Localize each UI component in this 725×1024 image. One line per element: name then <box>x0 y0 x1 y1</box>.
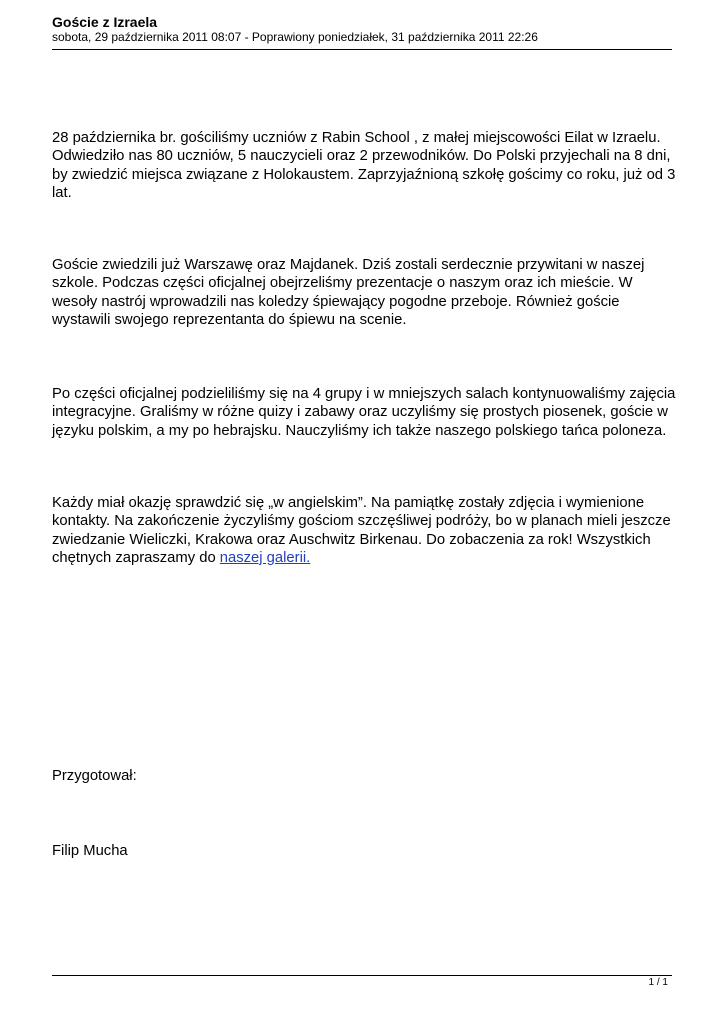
paragraph-closing <box>52 494 677 567</box>
footer-divider <box>52 975 672 976</box>
article-title: Goście z Izraela <box>52 14 158 30</box>
paragraph-closing-text: Każdy miał okazję sprawdzić się „w angielskim”. Na pamiątkę zostały zdjęcia i wymienione kontakty. Na zakończenie życzyliśmy gościom szczęśliwej podróży, bo w planach mieli jeszcze zwiedzanie Wieliczki, Krakowa oraz Auschwitz Birkenau. Do zobaczenia za rok! Wszystkich chętnych zapraszamy do <box>52 495 671 566</box>
author-name: Filip Mucha <box>52 843 128 859</box>
paragraph-integration: Po części oficjalnej podzieliliśmy się na 4 grupy i w mniejszych salach kontynuowaliśmy zajęcia integracyjne. Graliśmy w różne quizy i zabawy oraz uczyliśmy się prostych piosenek, goście w języku polskim, a my po hebrajsku. Nauczyliśmy ich także naszego polskiego tańca poloneza. <box>52 386 676 439</box>
paragraph-visit: Goście zwiedzili już Warszawę oraz Majdanek. Dziś zostali serdecznie przywitani w naszej szkole. Podczas części oficjalnej obejrzeliśmy prezentacje o naszym oraz ich mieście. W wesoły nastrój wprowadzili nas koledzy śpiewający pogodne przeboje. Również goście wystawili swojego reprezentanta do śpiewu na scenie. <box>52 257 645 328</box>
page-number: 1 / 1 <box>648 977 668 988</box>
paragraph-intro: 28 października br. gościliśmy uczniów z Rabin School , z małej miejscowości Eilat w Izraelu. Odwiedziło nas 80 uczniów, 5 nauczycieli oraz 2 przewodników. Do Polski przyjechali na 8 dni, by zwiedzić miejsca związane z Holokaustem. Zaprzyjaźnioną szkołę gościmy co roku, już od 3 lat. <box>52 130 676 201</box>
header-divider <box>52 49 672 50</box>
article-meta: sobota, 29 października 2011 08:07 - Poprawiony poniedziałek, 31 października 2011 22:26 <box>52 30 538 44</box>
prepared-by-label: Przygotował: <box>52 768 137 784</box>
gallery-link[interactable]: naszej galerii. <box>219 549 311 566</box>
document-header <box>52 14 672 45</box>
